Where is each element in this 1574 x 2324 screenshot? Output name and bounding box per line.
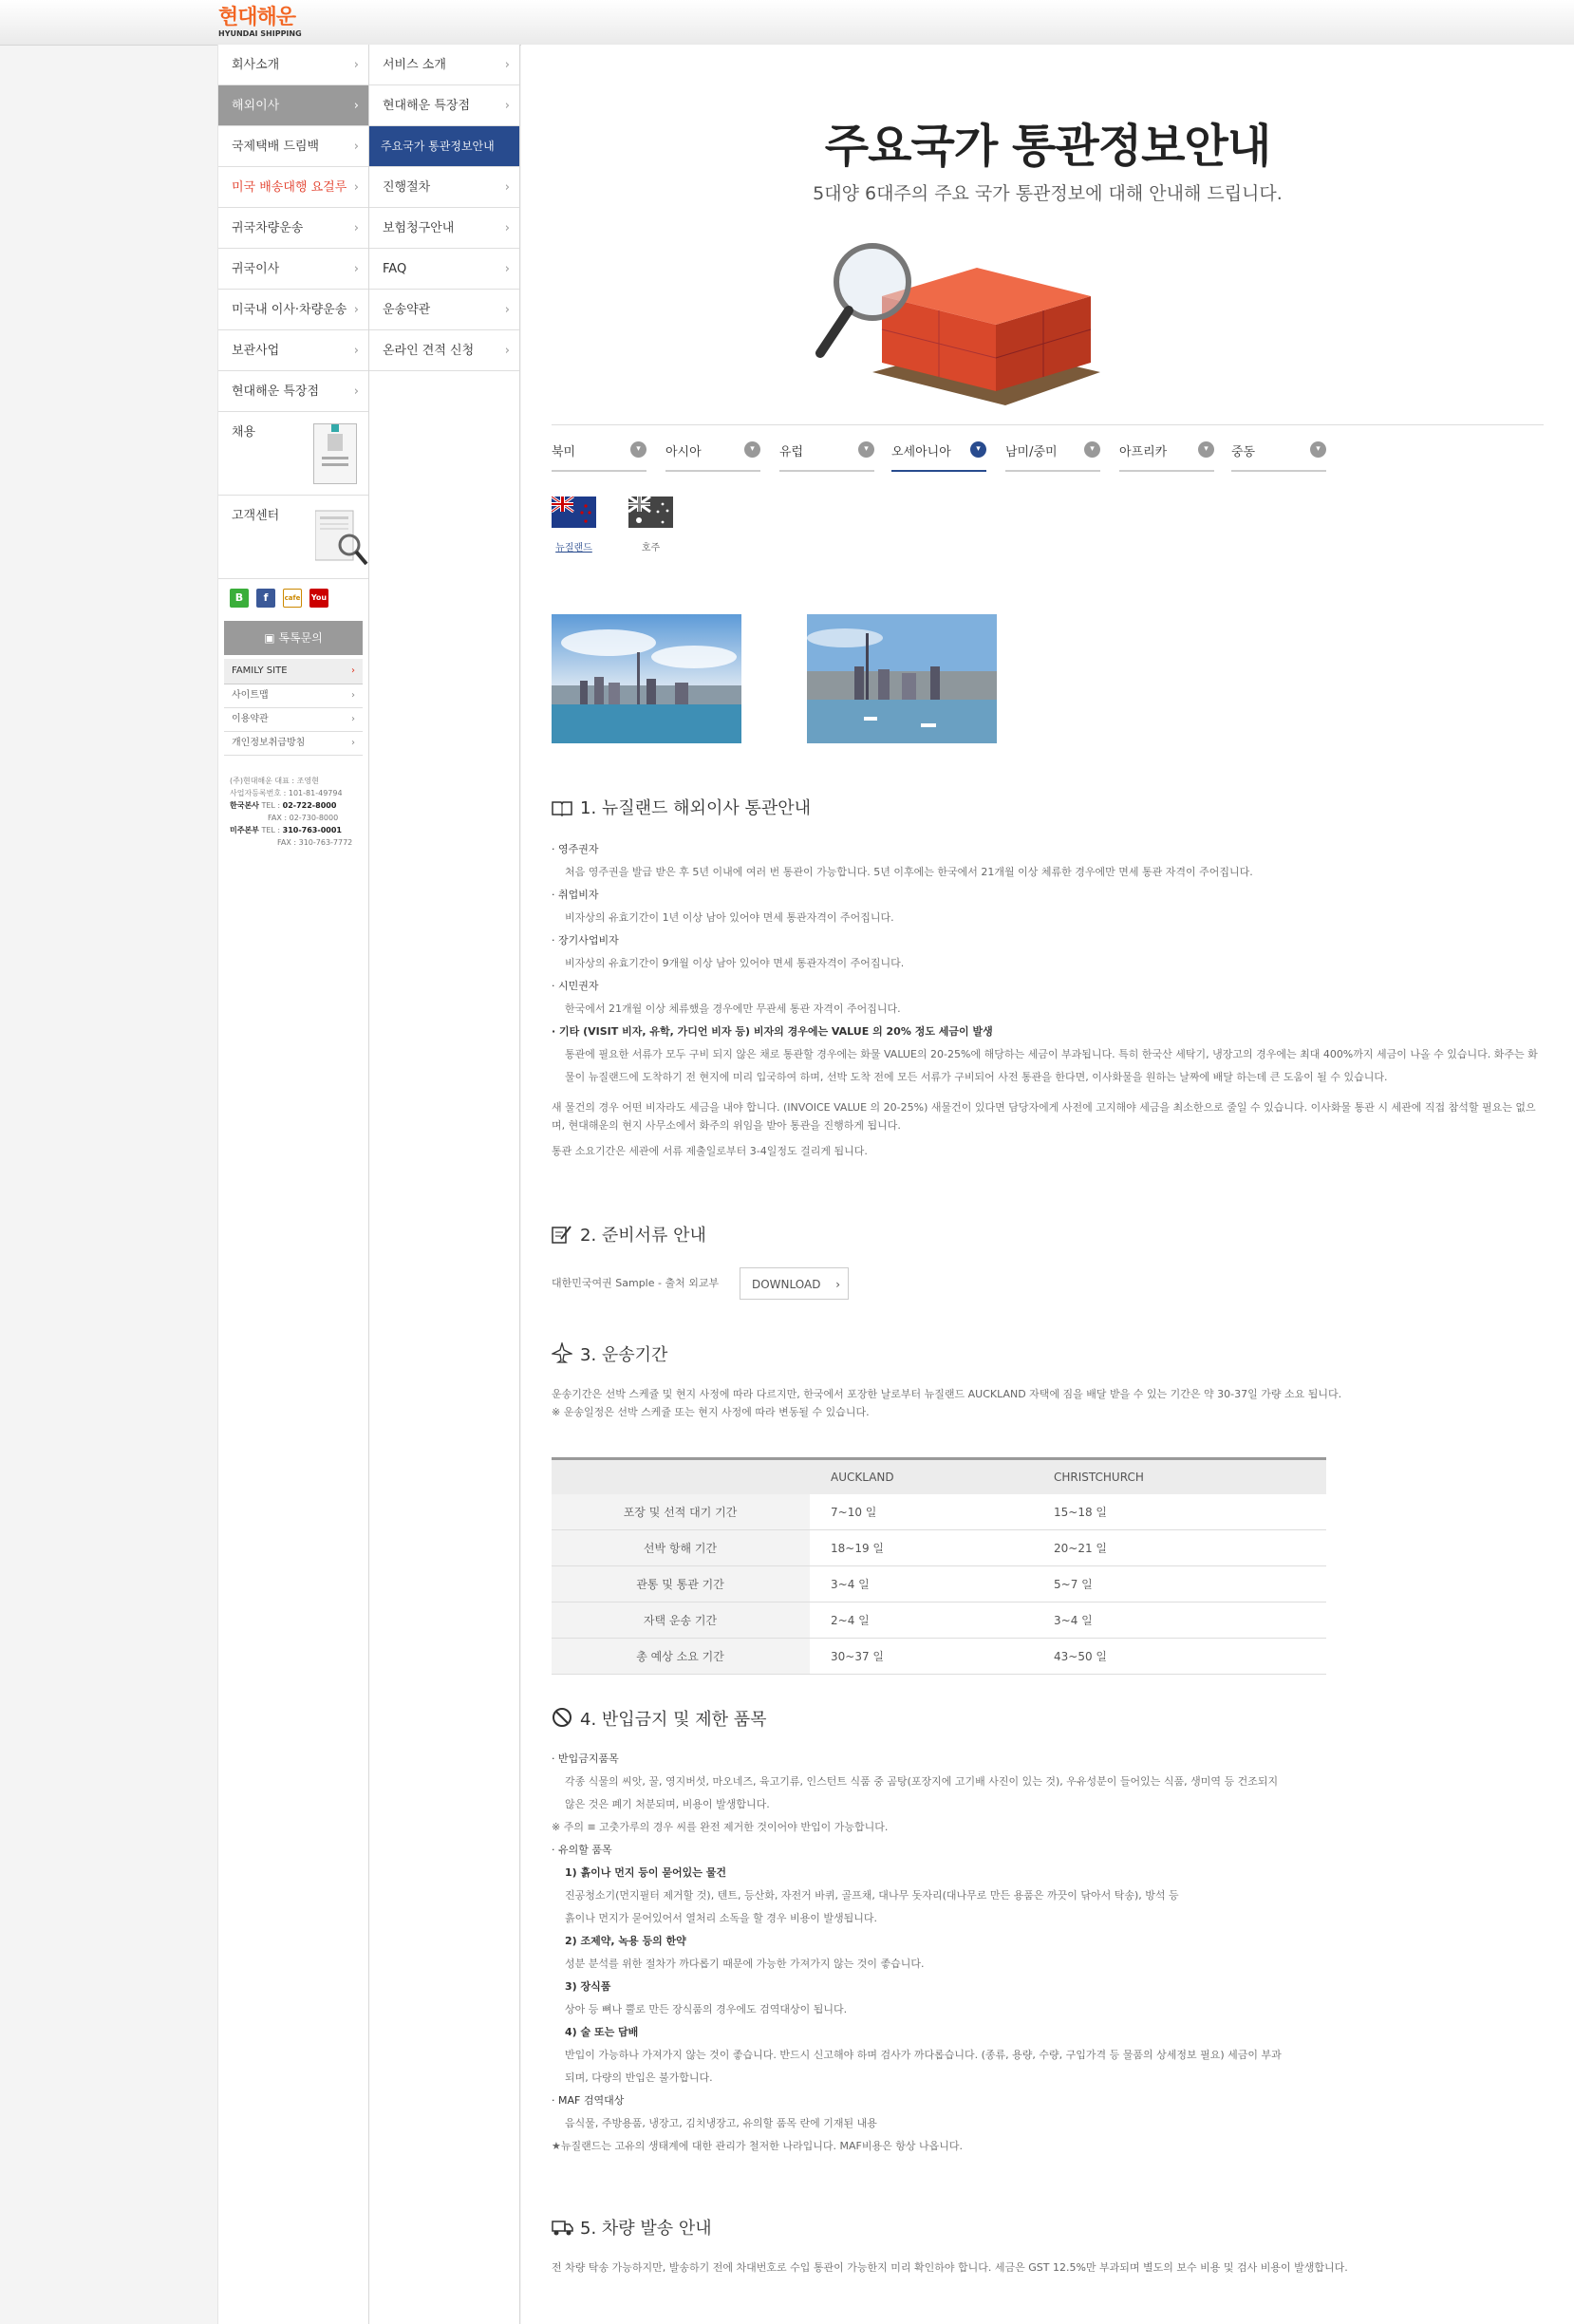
table-row xyxy=(552,1602,1326,1639)
logo-text: 현대해운 xyxy=(218,6,296,29)
link-terms[interactable] xyxy=(224,708,363,732)
chevron-right-icon: › xyxy=(353,221,359,235)
link-sitemap[interactable] xyxy=(224,684,363,708)
nav-label: 보험청구안내 xyxy=(383,221,455,235)
chevron-down-icon: ▾ xyxy=(744,441,760,458)
restricted-item-line: 4) 술 또는 담배 xyxy=(565,2026,639,2038)
restricted-item-line: ※ 주의 ≡ 고춧가루의 경우 씨를 완전 제거한 것이어야 반입이 가능합니다. xyxy=(552,1821,889,1833)
restricted-item-line: 3) 장식품 xyxy=(565,1980,611,1993)
chevron-right-icon: › xyxy=(353,303,359,317)
link-label: 개인정보취급방침 xyxy=(232,738,306,748)
section2-heading xyxy=(552,1222,706,1246)
chevron-right-icon: › xyxy=(504,99,510,113)
item-heading: · 영주권자 xyxy=(552,843,599,855)
table-row xyxy=(552,1494,1326,1530)
table-cell: 30~37 일 xyxy=(810,1639,1033,1675)
tab-label: 아프리카 xyxy=(1119,445,1168,459)
restricted-item-line: 흙이나 먼지가 묻어있어서 열처리 소독을 할 경우 비용이 발생됩니다. xyxy=(565,1912,877,1924)
restricted-item-line: 상아 등 뼈나 뿔로 만든 장식품의 경우에도 검역대상이 됩니다. xyxy=(565,2003,848,2015)
page-subtitle: 5대양 6대주의 주요 국가 통관정보에 대해 안내해 드립니다. xyxy=(813,183,1283,204)
tab-latin-america[interactable] xyxy=(1005,441,1100,472)
tab-label: 유럽 xyxy=(779,445,804,459)
nav-label: 국제택배 드림백 xyxy=(232,140,320,154)
chevron-down-icon: ▾ xyxy=(1310,441,1326,458)
cafe-icon[interactable]: cafe xyxy=(283,589,302,608)
new-zealand-flag-icon xyxy=(552,497,596,528)
main-content xyxy=(521,45,1574,2324)
section4-body xyxy=(552,1748,1544,2158)
page-title: 주요국가 통관정보안내 xyxy=(824,120,1271,173)
chevron-down-icon: ▾ xyxy=(858,441,874,458)
section-title: 2. 준비서류 안내 xyxy=(580,1226,706,1246)
family-site-label: FAMILY SITE xyxy=(232,665,288,676)
table-cell: 자택 운송 기간 xyxy=(552,1602,810,1639)
nav1-item-car-return[interactable] xyxy=(218,208,368,249)
item-text: 비자상의 유효기간이 1년 이상 남아 있어야 면세 통관자격이 주어집니다. xyxy=(565,911,894,924)
hq-label: 한국본사 xyxy=(230,801,259,810)
us-label: 미주본부 xyxy=(230,826,259,834)
table-cell: 관통 및 통관 기간 xyxy=(552,1566,810,1602)
section-title: 3. 운송기간 xyxy=(580,1345,668,1365)
restricted-item-line: 반입이 가능하나 가져가지 않는 것이 좋습니다. 반드시 신고해야 하며 검사가 까다롭습니다. (종류, 용량, 수량, 구입가격 등 물품의 상세정보 필요) 세금이 부과 xyxy=(565,2049,1282,2061)
section1-heading xyxy=(552,795,811,819)
nav1-item-strengths[interactable] xyxy=(218,371,368,412)
company-info-line: 사업자등록번호 : 101-81-49794 xyxy=(230,789,343,797)
nav-label: 회사소개 xyxy=(232,58,280,72)
nav2-item-service[interactable] xyxy=(369,45,519,85)
item-text: 처음 영주권을 발급 받은 후 5년 이내에 여러 번 통관이 가능합니다. 5년 이후에는 한국에서 21개월 이상 체류한 경우에만 면세 통관 자격이 주어집니다. xyxy=(565,866,1253,878)
section3-body xyxy=(552,1385,1544,1421)
chevron-right-icon: › xyxy=(504,344,510,358)
document-label: 대한민국여권 Sample - 출처 외교부 xyxy=(552,1277,720,1289)
country-label: 호주 xyxy=(641,543,661,553)
nav1-item-us-domestic[interactable] xyxy=(218,290,368,330)
hq-fax: FAX : 02-730-8000 xyxy=(268,814,339,822)
table-cell: 7~10 일 xyxy=(810,1494,1033,1530)
link-label: 사이트맵 xyxy=(232,690,269,701)
chevron-right-icon: › xyxy=(353,344,359,358)
us-fax: FAX : 310-763-7772 xyxy=(277,838,353,847)
restricted-item-line: 진공청소기(먼지필터 제거할 것), 텐트, 등산화, 자전거 바퀴, 골프채, 대나무 돗자리(대나무로 만든 용품은 까끗이 닦아서 탁송), 방석 등 xyxy=(565,1889,1179,1902)
nav1-item-company[interactable] xyxy=(218,45,368,85)
table-cell: 선박 항해 기간 xyxy=(552,1530,810,1566)
note: ※ 운송일정은 선박 스케쥴 또는 현지 사정에 따라 변동될 수 있습니다. xyxy=(552,1406,870,1418)
table-header-row xyxy=(552,1459,1326,1495)
table-cell: 3~4 일 xyxy=(1033,1602,1326,1639)
auckland-skyline-photo xyxy=(552,614,741,743)
talk-inquiry-button[interactable] xyxy=(224,621,363,655)
sns-links xyxy=(218,579,368,617)
nav-label: 미국 배송대행 요걸루 xyxy=(232,180,347,195)
tab-label: 아시아 xyxy=(665,445,702,459)
table-cell: 5~7 일 xyxy=(1033,1566,1326,1602)
family-site-select[interactable] xyxy=(224,659,363,684)
tab-label: 오세아니아 xyxy=(891,445,951,459)
restricted-item-line: ★뉴질랜드는 고유의 생태계에 대한 관리가 철저한 나라입니다. MAF비용은 항상 나옵니다. xyxy=(552,2140,963,2152)
table-cell: 2~4 일 xyxy=(810,1602,1033,1639)
company-info-line: (주)현대해운 대표 : 조영현 xyxy=(230,777,319,785)
auckland-harbour-photo xyxy=(807,614,997,743)
nav-label: 주요국가 통관정보안내 xyxy=(381,140,495,153)
restricted-item-line: 2) 조제약, 녹용 등의 한약 xyxy=(565,1935,686,1947)
nav-label: 운송약관 xyxy=(383,303,431,317)
chevron-right-icon: › xyxy=(351,714,355,724)
table-cell: 15~18 일 xyxy=(1033,1494,1326,1530)
download-label: DOWNLOAD xyxy=(752,1278,821,1291)
tab-label: 중동 xyxy=(1231,445,1256,459)
paragraph: 운송기간은 선박 스케쥴 및 현지 사정에 따라 다르지만, 한국에서 포장한 날로부터 뉴질랜드 AUCKLAND 자택에 짐을 배달 받을 수 있는 기간은 약 30-37일 가량 소요 됩니다. xyxy=(552,1388,1342,1400)
paragraph: 통관 소요기간은 세관에 서류 제출일로부터 3-4일정도 걸리게 됩니다. xyxy=(552,1145,868,1157)
restricted-item-line: 각종 식물의 씨앗, 꿀, 영지버섯, 마오네즈, 육고기류, 인스턴트 식품 중 곰탕(포장지에 고기배 사진이 있는 것), 우유성분이 들어있는 식품, 생미역 등 건조되지 xyxy=(565,1775,1279,1788)
chevron-down-icon: ▾ xyxy=(970,441,986,458)
nav1-item-storage[interactable] xyxy=(218,330,368,371)
nav-label: 귀국차량운송 xyxy=(232,221,304,235)
chevron-right-icon: › xyxy=(353,384,359,399)
table-row xyxy=(552,1530,1326,1566)
nav2-item-customs-info[interactable] xyxy=(369,126,519,167)
customer-center-banner[interactable] xyxy=(218,496,368,579)
logo[interactable] xyxy=(218,7,302,38)
chevron-right-icon: › xyxy=(351,665,355,676)
table-cell: 포장 및 선적 대기 기간 xyxy=(552,1494,810,1530)
nav1-item-overseas-moving[interactable] xyxy=(218,85,368,126)
prohibited-icon xyxy=(552,1707,572,1724)
nav-label: 현대해운 특장점 xyxy=(383,99,471,113)
customer-center-label: 고객센터 xyxy=(232,509,280,523)
restricted-item-line: · 반입금지품목 xyxy=(552,1752,619,1765)
section-title: 1. 뉴질랜드 해외이사 통관안내 xyxy=(580,798,811,818)
company-info xyxy=(230,775,368,849)
chevron-right-icon: › xyxy=(353,99,359,113)
restricted-item-line: · MAF 검역대상 xyxy=(552,2094,625,2107)
tab-africa[interactable] xyxy=(1119,441,1214,472)
nav-label: 미국내 이사·차량운송 xyxy=(232,303,347,317)
nav-label: 보관사업 xyxy=(232,344,280,358)
link-privacy[interactable] xyxy=(224,732,363,756)
truck-icon xyxy=(552,2218,572,2235)
nav1-item-dreambag[interactable] xyxy=(218,126,368,167)
top-header xyxy=(0,0,1574,46)
item-text: 한국에서 21개월 이상 체류했을 경우에만 무관세 통관 자격이 주어집니다. xyxy=(565,1003,901,1015)
airplane-icon xyxy=(552,1342,572,1359)
item-heading: · 취업비자 xyxy=(552,889,599,901)
item-heading: · 기타 (VISIT 비자, 유학, 가디언 비자 등) 비자의 경우에는 VALUE 의 20% 정도 세금이 발생 xyxy=(552,1025,993,1038)
hq-tel: 02-722-8000 xyxy=(282,801,337,810)
chevron-right-icon: › xyxy=(353,180,359,195)
table-cell: 총 예상 소요 기간 xyxy=(552,1639,810,1675)
nav2-item-strengths[interactable] xyxy=(369,85,519,126)
table-cell: 20~21 일 xyxy=(1033,1530,1326,1566)
table-cell: 3~4 일 xyxy=(810,1566,1033,1602)
chat-icon: ▣ xyxy=(264,631,279,645)
download-button[interactable] xyxy=(740,1267,849,1300)
paragraph: 전 차량 탁송 가능하지만, 발송하기 전에 차대번호로 수입 통관이 가능한지 미리 확인하야 합니다. 세금은 GST 12.5%만 부과되며 별도의 보수 비용 및 검사 비용이 발생합니다. xyxy=(552,2261,1348,2274)
section-title: 5. 차량 발송 안내 xyxy=(580,2219,712,2239)
nav-label: 서비스 소개 xyxy=(383,58,446,72)
chevron-right-icon: › xyxy=(504,303,510,317)
us-tel: 310-763-0001 xyxy=(282,826,342,834)
link-label: 이용약관 xyxy=(232,714,269,724)
chevron-down-icon: ▾ xyxy=(1198,441,1214,458)
tab-oceania[interactable] xyxy=(891,441,986,472)
chevron-right-icon: › xyxy=(353,262,359,276)
table-header-cell xyxy=(552,1459,810,1495)
magnifier-document-icon xyxy=(315,507,357,566)
tel-label: TEL : xyxy=(261,801,281,810)
nav-label: 해외이사 xyxy=(232,99,280,113)
tab-label: 북미 xyxy=(552,445,576,459)
logo-subtext: HYUNDAI SHIPPING xyxy=(218,29,302,38)
nav-label: 현대해운 특장점 xyxy=(232,384,320,399)
id-card-icon xyxy=(313,423,357,484)
chevron-right-icon: › xyxy=(351,738,355,748)
tel-label: TEL : xyxy=(261,826,281,834)
chevron-right-icon: › xyxy=(351,690,355,701)
restricted-item-line: 되며, 다량의 반입은 불가합니다. xyxy=(565,2071,713,2084)
tab-label: 남미/중미 xyxy=(1005,445,1058,459)
nav2-item-insurance[interactable] xyxy=(369,208,519,249)
book-icon xyxy=(552,799,572,816)
chevron-right-icon: › xyxy=(353,140,359,154)
table-row xyxy=(552,1639,1326,1675)
secondary-sidebar xyxy=(369,45,520,2324)
item-text: 비자상의 유효기간이 9개월 이상 남아 있어야 면세 통관자격이 주어집니다. xyxy=(565,957,905,969)
tab-europe[interactable] xyxy=(779,441,874,472)
document-edit-icon xyxy=(552,1225,572,1242)
item-text: 통관에 필요한 서류가 모두 구비 되지 않은 채로 통관할 경우에는 화물 VALUE의 20-25%에 해당하는 세금이 부과됩니다. 특히 한국산 세탁기, 냉장고의 경우에는 최대 400%까지 세금이 나올 수 있습니다. 화주는 화물이 뉴질랜드에 도착하기 전 현지에 미리 입국하여 하며, 선박 도착 전에 모든 서류가 구비되어 사전 통관을 한다면, 이사화물을 원하는 날짜에 배달 하는데 큰 도움이 될 수 있습니다. xyxy=(565,1048,1538,1083)
region-tabs xyxy=(552,424,1544,473)
table-row xyxy=(552,1566,1326,1602)
restricted-item-line: 1) 흙이나 먼지 등이 묻어있는 물건 xyxy=(565,1866,726,1879)
nav-label: FAQ xyxy=(383,262,407,276)
tab-north-america[interactable] xyxy=(552,441,646,472)
youtube-icon[interactable]: You xyxy=(309,589,328,608)
table-header-cell: AUCKLAND xyxy=(810,1459,1033,1495)
nav-label: 진행절차 xyxy=(383,180,431,195)
chevron-right-icon: › xyxy=(353,58,359,72)
section4-heading xyxy=(552,1706,767,1731)
chevron-down-icon: ▾ xyxy=(630,441,646,458)
nav2-item-quote[interactable] xyxy=(369,330,519,371)
table-cell: 43~50 일 xyxy=(1033,1639,1326,1675)
tab-asia[interactable] xyxy=(665,441,760,472)
section3-heading xyxy=(552,1341,667,1366)
country-new-zealand[interactable] xyxy=(552,497,596,553)
boxes-magnifier-illustration xyxy=(815,230,1119,410)
talk-label: 톡톡문의 xyxy=(278,631,323,645)
country-australia[interactable] xyxy=(628,497,673,553)
shipping-period-table xyxy=(552,1457,1326,1675)
item-heading: · 시민권자 xyxy=(552,980,599,992)
recruit-banner[interactable] xyxy=(218,412,368,496)
nav2-item-terms[interactable] xyxy=(369,290,519,330)
chevron-right-icon: › xyxy=(504,58,510,72)
nav-label: 귀국이사 xyxy=(232,262,280,276)
recruit-label: 채용 xyxy=(232,425,256,440)
section5-heading xyxy=(552,2215,712,2240)
australia-flag-icon xyxy=(628,497,673,528)
chevron-right-icon: › xyxy=(835,1278,840,1291)
nav2-item-faq[interactable] xyxy=(369,249,519,290)
blog-icon[interactable]: B xyxy=(230,589,249,608)
chevron-right-icon: › xyxy=(504,221,510,235)
table-header-cell: CHRISTCHURCH xyxy=(1033,1459,1326,1495)
restricted-item-line: 않은 것은 폐기 처분되며, 비용이 발생합니다. xyxy=(565,1798,770,1810)
chevron-right-icon: › xyxy=(504,180,510,195)
restricted-item-line: 음식물, 주방용품, 냉장고, 김치냉장고, 유의할 품목 란에 기재된 내용 xyxy=(565,2117,877,2129)
nav1-item-return-moving[interactable] xyxy=(218,249,368,290)
nav2-item-procedure[interactable] xyxy=(369,167,519,208)
paragraph: 새 물건의 경우 어떤 비자라도 세금을 내야 합니다. (INVOICE VALUE 의 20-25%) 새물건이 있다면 담당자에게 사전에 고지해야 세금을 최소한으로 줄일 수 있습니다. 이사화물 통관 시 세관에 직접 참석할 필요는 없으며, 현대해운의 현지 사무소에서 화주의 위임을 받아 통관을 진행하게 됩니다. xyxy=(552,1101,1536,1132)
nav-label: 온라인 견적 신청 xyxy=(383,344,475,358)
item-heading: · 장기사업비자 xyxy=(552,934,619,946)
country-label: 뉴질랜드 xyxy=(555,543,592,553)
restricted-item-line: · 유의할 품목 xyxy=(552,1844,612,1856)
section-title: 4. 반입금지 및 제한 품목 xyxy=(580,1710,767,1730)
table-cell: 18~19 일 xyxy=(810,1530,1033,1566)
chevron-down-icon: ▾ xyxy=(1084,441,1100,458)
restricted-item-line: 성분 분석를 위한 절차가 까다롭기 때문에 가능한 가져가지 않는 것이 좋습니다. xyxy=(565,1958,925,1970)
facebook-icon[interactable]: f xyxy=(256,589,275,608)
nav1-item-us-shipping[interactable] xyxy=(218,167,368,208)
primary-sidebar xyxy=(217,45,369,2324)
tab-middle-east[interactable] xyxy=(1231,441,1326,472)
chevron-right-icon: › xyxy=(504,262,510,276)
section1-body xyxy=(552,838,1544,1163)
